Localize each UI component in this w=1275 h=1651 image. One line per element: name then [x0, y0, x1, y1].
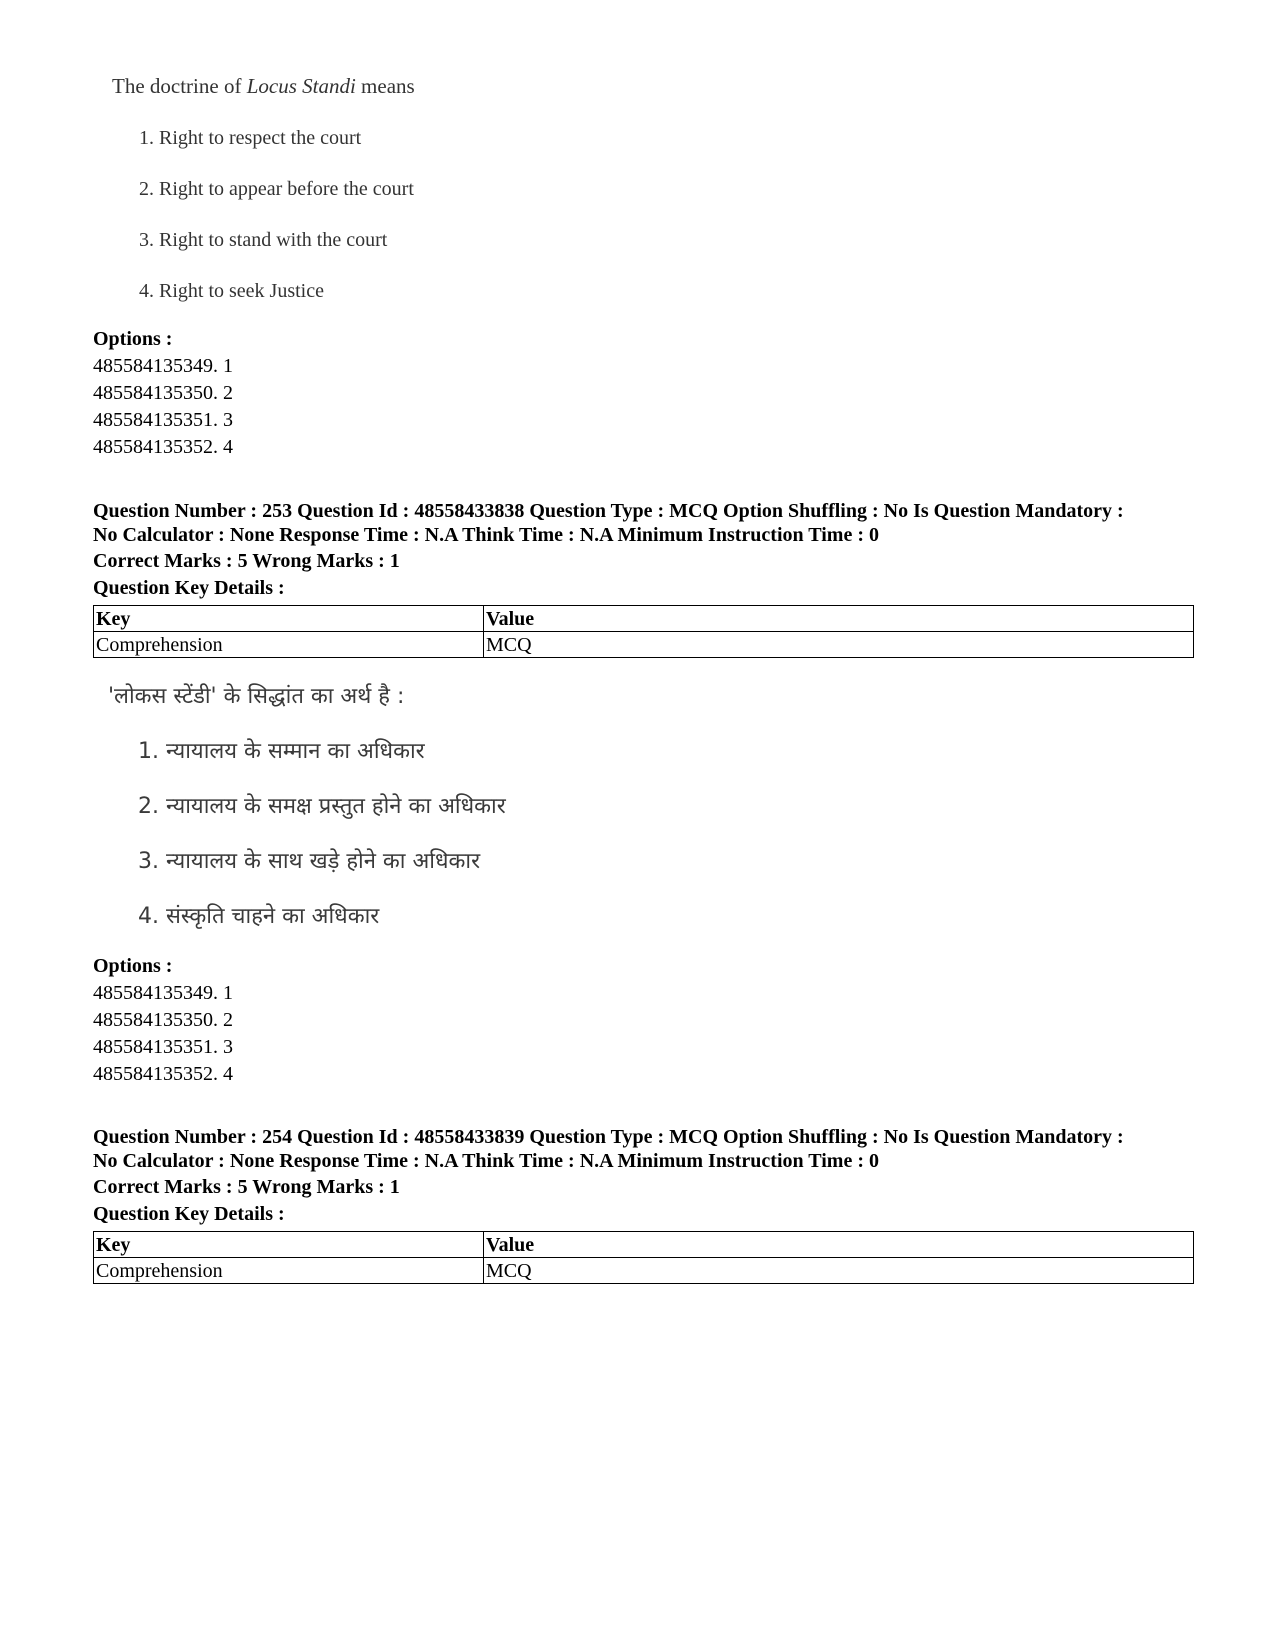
- option-item: 485584135351. 3: [93, 1036, 233, 1058]
- table-row: [94, 1258, 1194, 1284]
- question-meta-line-1: Question Number : 254 Question Id : 48558433839 Question Type : MCQ Option Shuffling : No Is Question Mandatory :: [93, 1126, 1124, 1148]
- question-image-hindi: [108, 685, 628, 940]
- option-item: 485584135351. 3: [93, 409, 233, 431]
- key-details-table: [93, 1231, 1194, 1284]
- table-cell-key: Comprehension: [94, 1258, 484, 1284]
- options-block: [93, 326, 233, 461]
- question-image-english: [112, 74, 572, 314]
- key-details-table: [93, 605, 1194, 658]
- key-details-label: Question Key Details :: [93, 577, 285, 599]
- question-stem-hindi: 'लोकस स्टेंडी' के सिद्धांत का अर्थ है :: [108, 684, 405, 709]
- question-meta: [93, 499, 1203, 547]
- table-header-value: Value: [484, 1232, 1194, 1258]
- question-meta-line-2: No Calculator : None Response Time : N.A Think Time : N.A Minimum Instruction Time : 0: [93, 1150, 879, 1172]
- table-header-key: Key: [94, 1232, 484, 1258]
- question-stem-prefix: The doctrine of: [112, 74, 247, 98]
- table-row: [94, 632, 1194, 658]
- question-stem: [112, 74, 572, 98]
- table-cell-value: MCQ: [484, 632, 1194, 658]
- key-details-label: Question Key Details :: [93, 1203, 285, 1225]
- option-item: 485584135349. 1: [93, 982, 233, 1004]
- question-option-1: 1. Right to respect the court: [139, 127, 362, 149]
- table-header-key: Key: [94, 606, 484, 632]
- table-header-value: Value: [484, 606, 1194, 632]
- marks-line: Correct Marks : 5 Wrong Marks : 1: [93, 1176, 400, 1198]
- question-meta: [93, 1125, 1203, 1173]
- question-option-3: 3. Right to stand with the court: [139, 229, 388, 251]
- question-option-hindi-3: 3. न्यायालय के साथ खड़े होने का अधिकार: [138, 849, 481, 874]
- marks-info: [93, 548, 400, 602]
- option-item: 485584135349. 1: [93, 355, 233, 377]
- table-header-row: [94, 606, 1194, 632]
- options-label: Options :: [93, 955, 173, 977]
- option-item: 485584135350. 2: [93, 382, 233, 404]
- question-option-hindi-2: 2. न्यायालय के समक्ष प्रस्तुत होने का अधिकार: [138, 794, 506, 819]
- table-cell-key: Comprehension: [94, 632, 484, 658]
- question-option-2: 2. Right to appear before the court: [139, 178, 414, 200]
- question-meta-line-1: Question Number : 253 Question Id : 48558433838 Question Type : MCQ Option Shuffling : No Is Question Mandatory :: [93, 500, 1124, 522]
- options-label: Options :: [93, 328, 173, 350]
- table-cell-value: MCQ: [484, 1258, 1194, 1284]
- question-option-hindi-4: 4. संस्कृति चाहने का अधिकार: [138, 904, 380, 929]
- question-option-4: 4. Right to seek Justice: [139, 280, 324, 302]
- question-stem-italic: Locus Standi: [246, 74, 356, 98]
- question-stem-suffix: means: [355, 74, 415, 98]
- table-header-row: [94, 1232, 1194, 1258]
- marks-info: [93, 1174, 400, 1228]
- question-meta-line-2: No Calculator : None Response Time : N.A Think Time : N.A Minimum Instruction Time : 0: [93, 524, 879, 546]
- options-block: [93, 953, 233, 1088]
- option-item: 485584135352. 4: [93, 1063, 233, 1085]
- option-item: 485584135352. 4: [93, 436, 233, 458]
- marks-line: Correct Marks : 5 Wrong Marks : 1: [93, 550, 400, 572]
- question-option-hindi-1: 1. न्यायालय के सम्मान का अधिकार: [138, 739, 425, 764]
- option-item: 485584135350. 2: [93, 1009, 233, 1031]
